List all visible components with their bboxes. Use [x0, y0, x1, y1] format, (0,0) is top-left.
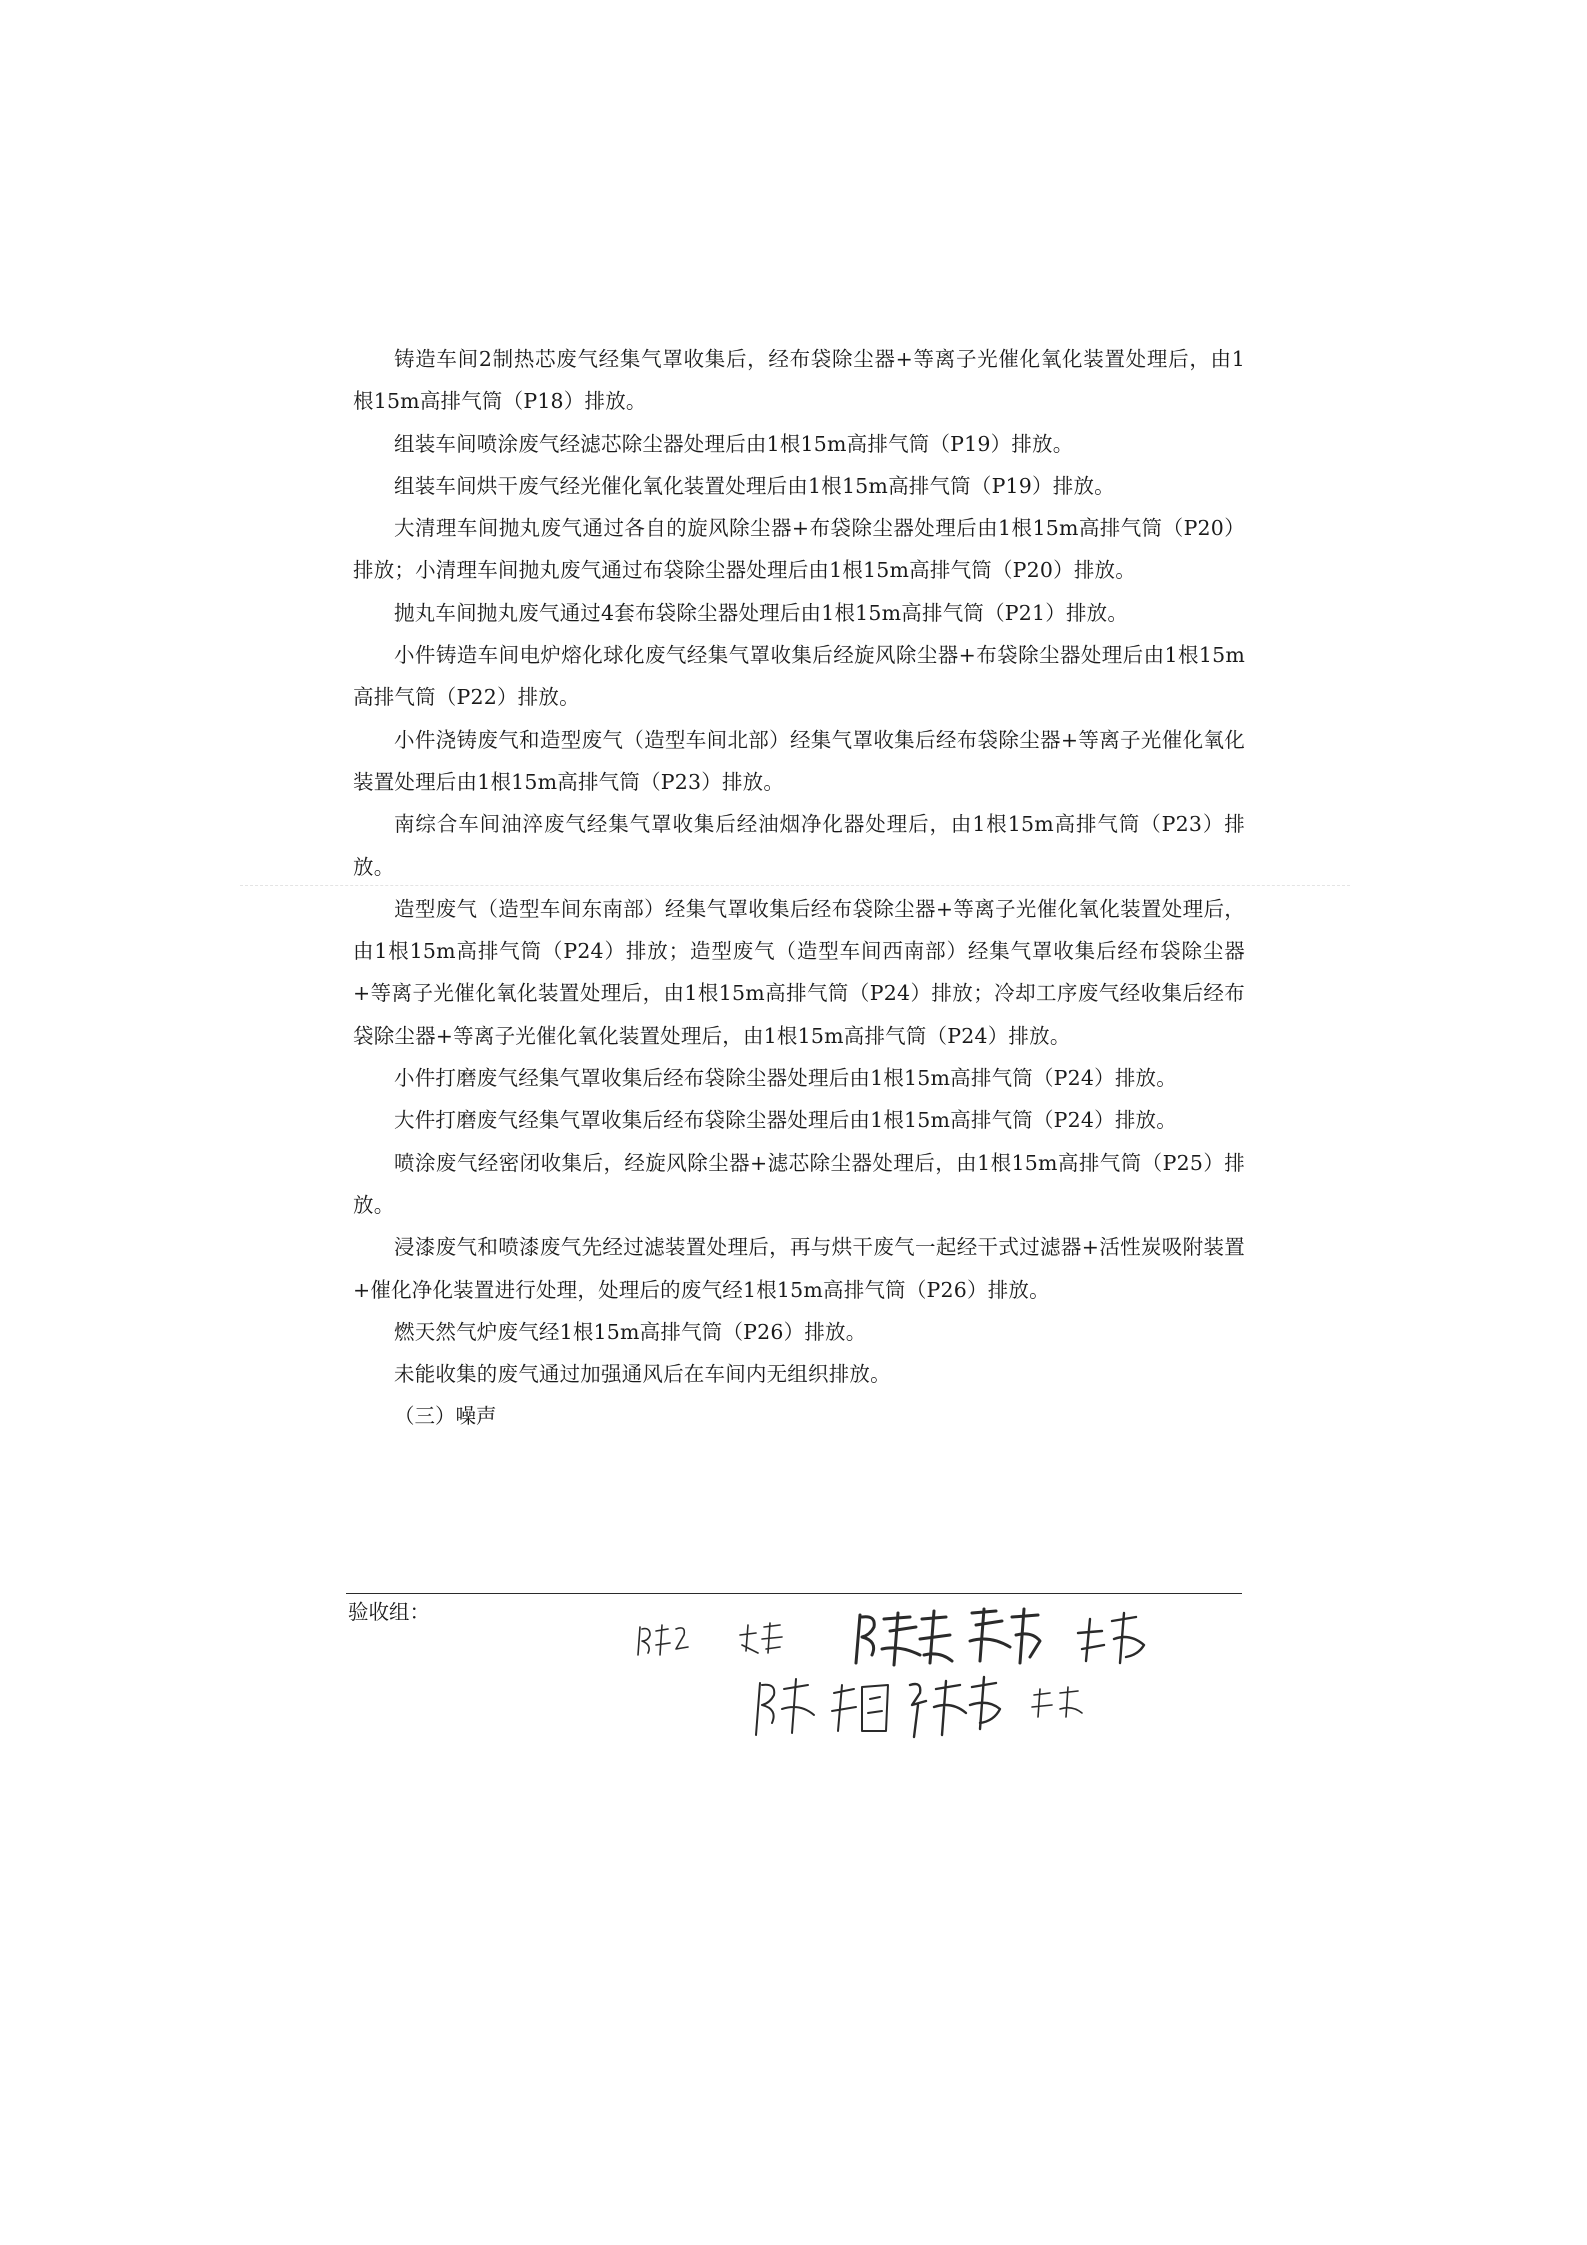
paragraph: 大件打磨废气经集气罩收集后经布袋除尘器处理后由1根15m高排气筒（P24）排放。	[394, 1108, 1177, 1133]
signature-6	[756, 1679, 814, 1735]
paragraph: 小件打磨废气经集气罩收集后经布袋除尘器处理后由1根15m高排气筒（P24）排放。	[394, 1066, 1177, 1091]
signature-divider	[346, 1593, 1242, 1594]
document-body	[353, 338, 1245, 1438]
signature-5	[1078, 1613, 1144, 1663]
paragraph: 燃天然气炉废气经1根15m高排气筒（P26）排放。	[394, 1319, 867, 1344]
signature-2	[740, 1623, 782, 1653]
section-heading: （三）噪声	[394, 1404, 497, 1429]
signature-scribbles	[620, 1605, 1240, 1745]
signature-1	[638, 1625, 688, 1655]
paragraph: 铸造车间2制热芯废气经集气罩收集后，经布袋除尘器+等离子光催化氧化装置处理后，由1根15m高排气筒（P18）排放。	[353, 347, 1245, 414]
signature-7	[832, 1685, 888, 1731]
paragraph: 组装车间喷涂废气经滤芯除尘器处理后由1根15m高排气筒（P19）排放。	[394, 431, 1074, 456]
acceptance-group-label: 验收组：	[348, 1600, 430, 1624]
paragraph: 造型废气（造型车间东南部）经集气罩收集后经布袋除尘器+等离子光催化氧化装置处理后，由1根15m高排气筒（P24）排放；造型废气（造型车间西南部）经集气罩收集后经布袋除尘器+等离子光催化氧化装置处理后，由1根15m高排气筒（P24）排放；冷却工序废气经收集后经布袋除尘器+等离子光催化氧化装置处理后，由1根15m高排气筒（P24）排放。	[353, 896, 1245, 1048]
paragraph: 组装车间烘干废气经光催化氧化装置处理后由1根15m高排气筒（P19）排放。	[394, 473, 1115, 498]
signature-9	[1032, 1687, 1082, 1717]
paragraph: 未能收集的废气通过加强通风后在车间内无组织排放。	[394, 1362, 891, 1387]
paragraph: 大清理车间抛丸废气通过各自的旋风除尘器+布袋除尘器处理后由1根15m高排气筒（P20）排放；小清理车间抛丸废气通过布袋除尘器处理后由1根15m高排气筒（P20）排放。	[353, 516, 1245, 583]
paragraph: 浸漆废气和喷漆废气先经过滤装置处理后，再与烘干废气一起经干式过滤器+活性炭吸附装置+催化净化装置进行处理，处理后的废气经1根15m高排气筒（P26）排放。	[353, 1235, 1245, 1302]
paragraph: 南综合车间油淬废气经集气罩收集后经油烟净化器处理后，由1根15m高排气筒（P23）排放。	[353, 812, 1245, 879]
signature-8	[910, 1677, 1000, 1737]
paragraph: 喷涂废气经密闭收集后，经旋风除尘器+滤芯除尘器处理后，由1根15m高排气筒（P25）排放。	[353, 1150, 1245, 1217]
paragraph: 小件浇铸废气和造型废气（造型车间北部）经集气罩收集后经布袋除尘器+等离子光催化氧化装置处理后由1根15m高排气筒（P23）排放。	[353, 727, 1245, 794]
paragraph: 小件铸造车间电炉熔化球化废气经集气罩收集后经旋风除尘器+布袋除尘器处理后由1根15m高排气筒（P22）排放。	[353, 643, 1245, 710]
signature-3	[856, 1611, 952, 1665]
handwritten-signatures	[620, 1605, 1240, 1745]
signature-4	[970, 1609, 1040, 1663]
paragraph: 抛丸车间抛丸废气通过4套布袋除尘器处理后由1根15m高排气筒（P21）排放。	[394, 600, 1129, 625]
